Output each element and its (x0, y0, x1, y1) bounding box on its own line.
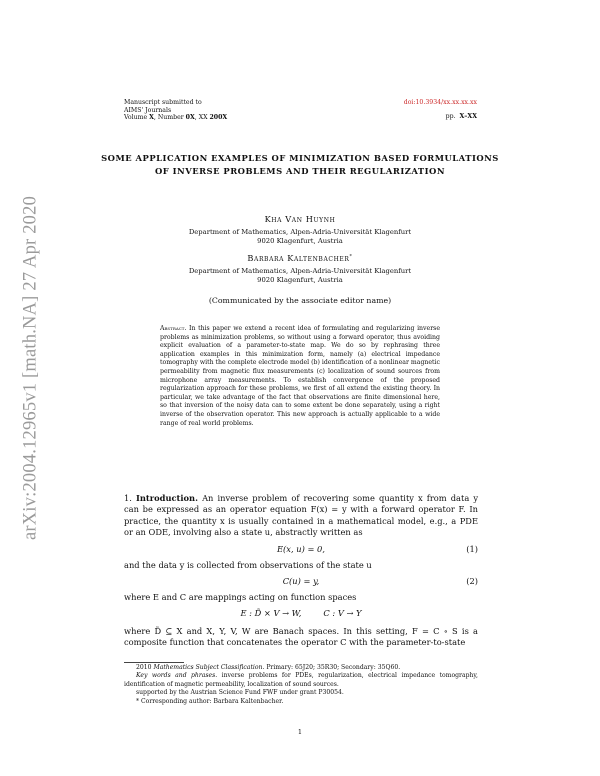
equation-3: E : D̃ × V → W, C : V → Y (240, 608, 362, 618)
section-title: Introduction. (136, 493, 198, 503)
communicated-by: (Communicated by the associate editor name) (208, 296, 392, 305)
header-line1: Manuscript submitted to (124, 99, 202, 106)
corresponding-footnote: * Corresponding author: Barbara Kaltenbacher. (136, 697, 284, 705)
volume-line: Volume X, Number 0X, XX 200X (124, 114, 228, 122)
keywords-footnote: Key words and phrases. inverse problems for PDEs, regularization, electrical impedance tomography, identification of magnetic permeability, localization of sound sources. (124, 672, 478, 688)
body-paragraph: where D̃ ⊆ X and X, Y, V, W are Banach spaces. In this setting, F = C ∘ S is a composite function that concatenates the operator C with the parameter-to-state (124, 626, 478, 648)
author-name: Barbara Kaltenbacher* (247, 253, 353, 263)
page-range: pp. X–XX (445, 113, 477, 120)
header-line2: AIMS' Journals (124, 106, 172, 114)
equation-2: C(u) = y, (2) (282, 576, 478, 586)
author-name: Kha Van Huynh (264, 214, 336, 224)
equation-1: E(x, u) = 0, (1) (277, 544, 478, 554)
msc-footnote: 2010 Mathematics Subject Classification. Primary: 65J20; 35R30; Secondary: 35Q60. (136, 664, 401, 671)
abstract (160, 325, 440, 428)
author-affiliation: Department of Mathematics, Alpen-Adria-Universität Klagenfurt 9020 Klagenfurt, Austria (188, 228, 412, 246)
footnotes (124, 664, 478, 706)
arxiv-id: arXiv:2004.12965v1 [math.NA] 27 Apr 2020 (20, 195, 41, 541)
page-number: 1 (297, 728, 303, 736)
intro-paragraph: 1. Introduction. An inverse problem of recovering some quantity x from data y can be expressed as an operator equation F(x) = y with a forward operator F. In practice, the quantity x is usually contained in a mathematical model, e.g., a PDE or an ODE, involving also a state u, abstractly written as (124, 493, 479, 537)
arxiv-stamp (15, 168, 47, 568)
journal-header (124, 99, 227, 122)
author-affiliation: Department of Mathematics, Alpen-Adria-Universität Klagenfurt 9020 Klagenfurt, Austria (188, 267, 412, 285)
body-paragraph: where E and C are mappings acting on function spaces (124, 592, 357, 602)
doi-link[interactable]: doi:10.3934/xx.xx.xx.xx (403, 99, 477, 106)
paper-title: SOME APPLICATION EXAMPLES OF MINIMIZATION BASED FORMULATIONS OF INVERSE PROBLEMS AND THEIR REGULARIZATION (101, 153, 499, 176)
body-paragraph: and the data y is collected from observations of the state u (124, 560, 372, 570)
support-footnote: supported by the Austrian Science Fund FWF under grant P30054. (136, 689, 344, 697)
abstract-text: In this paper we extend a recent idea of formulating and regularizing inverse problems as minimization problems, so without using a forward operator, thus avoiding explicit evaluation of a parameter-to-state map. We do so by rephrasing three application examples in this minimization form, namely (a) electrical impedance tomography with the complete electrode model (b) identification of a nonlinear magnetic permeability from magnetic flux measurements (c) localization of sound sources from microphone array measurements. To establish convergence of the proposed regularization approach for these problems, we first of all extend the existing theory. In particular, we take advantage of the fact that observations are finite dimensional here, so that inversion of the noisy data can to some extent be done separately, using a right inverse of the observation operator. This new approach is actually applicable to a wide range of real world problems. (160, 325, 440, 427)
footnote-rule (124, 662, 184, 663)
abstract-label: Abstract. (160, 325, 187, 332)
